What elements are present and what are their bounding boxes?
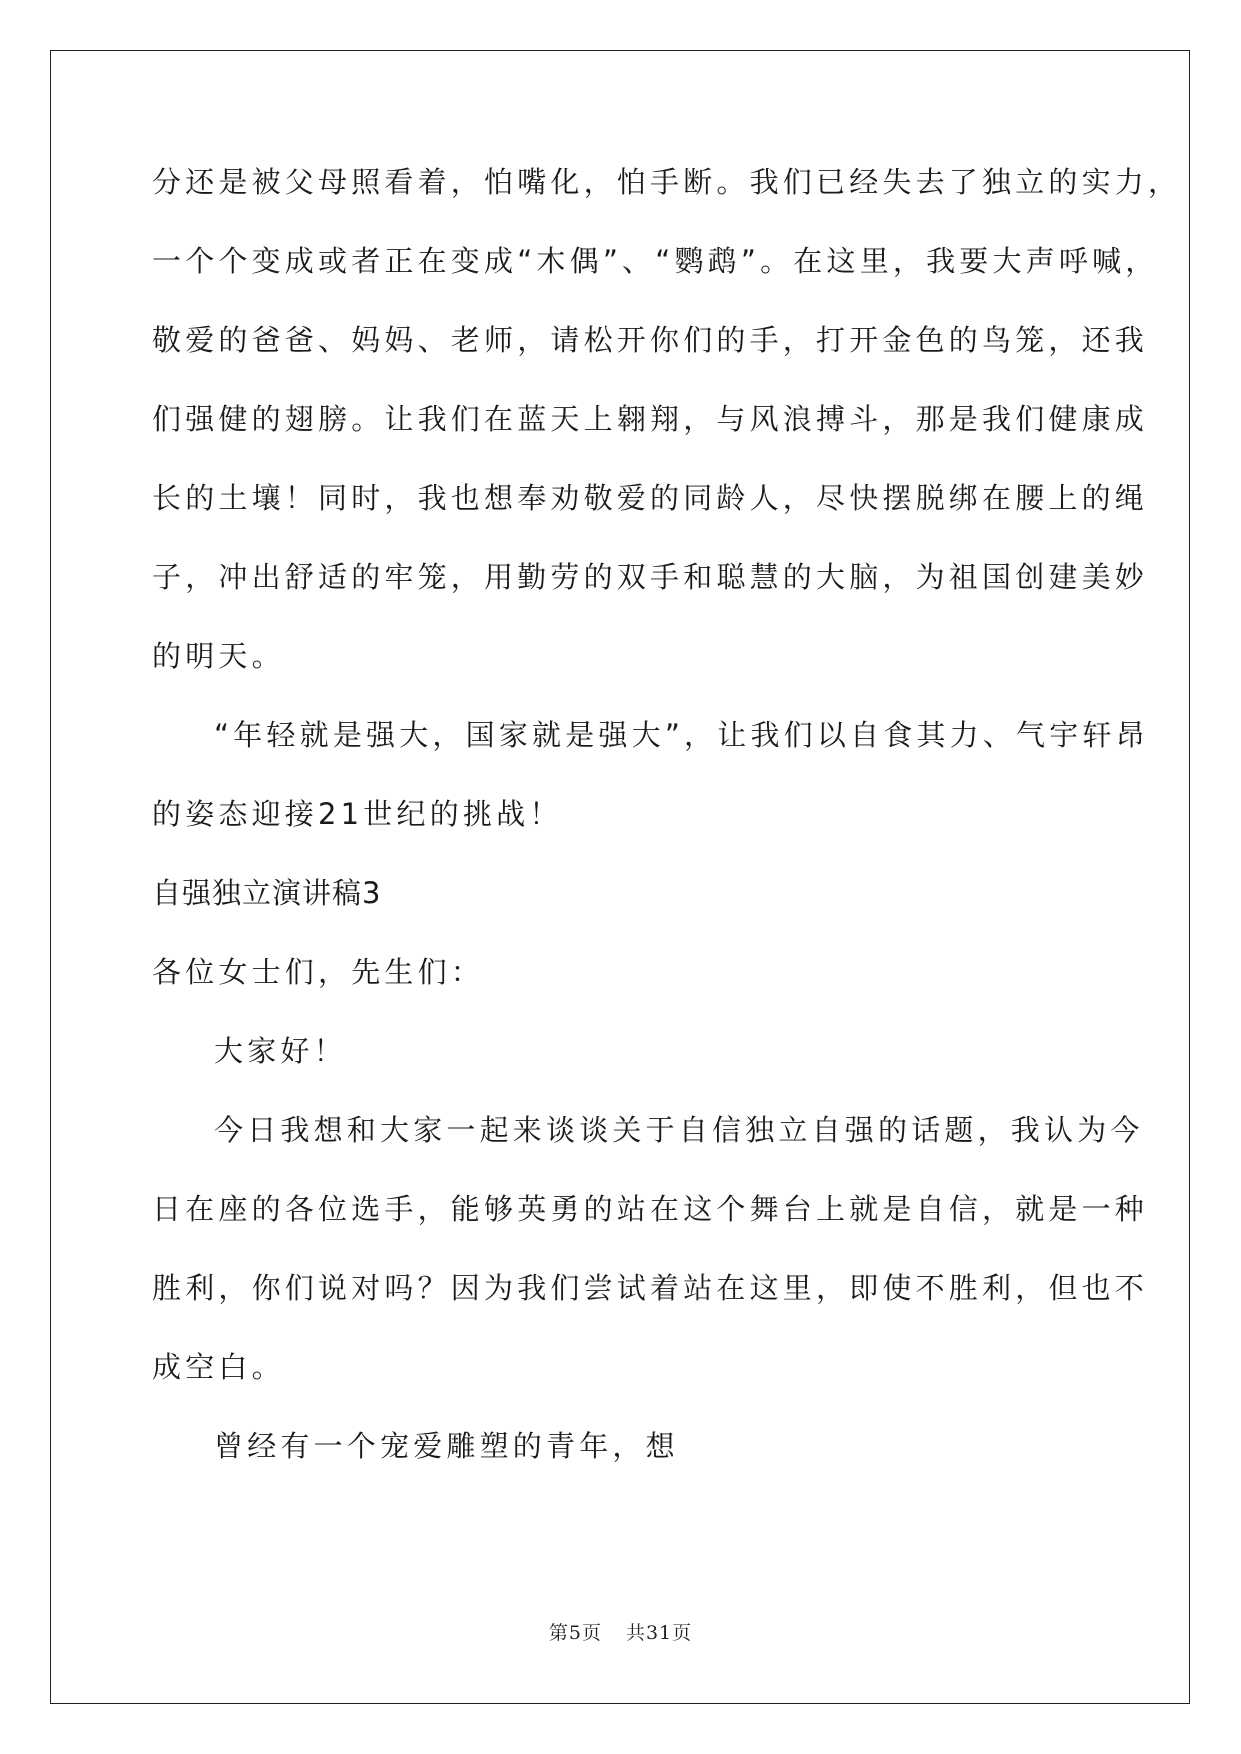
text-line: 们强健的翅膀。让我们在蓝天上翱翔，与风浪搏斗，那是我们健康成 <box>152 402 1149 436</box>
text-line: 长的土壤！同时，我也想奉劝敬爱的同龄人，尽快摆脱绑在腰上的绳 <box>152 481 1149 515</box>
page-total: 共31页 <box>625 1622 693 1644</box>
text-line: 敬爱的爸爸、妈妈、老师，请松开你们的手，打开金色的鸟笼，还我 <box>152 323 1149 357</box>
text-line: “年轻就是强大，国家就是强大”，让我们以自食其力、气宇轩昂 <box>214 718 1149 752</box>
text-line: 的明天。 <box>152 639 285 673</box>
text-line: 的姿态迎接21世纪的挑战！ <box>152 797 563 831</box>
section-heading: 自强独立演讲稿3 <box>152 876 382 910</box>
page-footer <box>0 1618 1241 1645</box>
salutation: 各位女士们，先生们： <box>152 955 485 989</box>
document-body <box>152 152 1182 1495</box>
text-line: 分还是被父母照看着，怕嘴化，怕手断。我们已经失去了独立的实力， <box>152 165 1182 199</box>
text-line: 今日我想和大家一起来谈谈关于自信独立自强的话题，我认为今 <box>214 1113 1144 1147</box>
text-line: 胜利，你们说对吗？因为我们尝试着站在这里，即使不胜利，但也不 <box>152 1271 1149 1305</box>
page-number: 第5页 <box>548 1622 602 1644</box>
text-line: 日在座的各位选手，能够英勇的站在这个舞台上就是自信，就是一种 <box>152 1192 1149 1226</box>
text-line: 曾经有一个宠爱雕塑的青年，想 <box>214 1429 679 1463</box>
text-line: 成空白。 <box>152 1350 285 1384</box>
text-line: 一个个变成或者正在变成“木偶”、“鹦鹉”。在这里，我要大声呼喊， <box>152 244 1159 278</box>
greeting: 大家好！ <box>214 1034 347 1068</box>
text-line: 子，冲出舒适的牢笼，用勤劳的双手和聪慧的大脑，为祖国创建美妙 <box>152 560 1149 594</box>
